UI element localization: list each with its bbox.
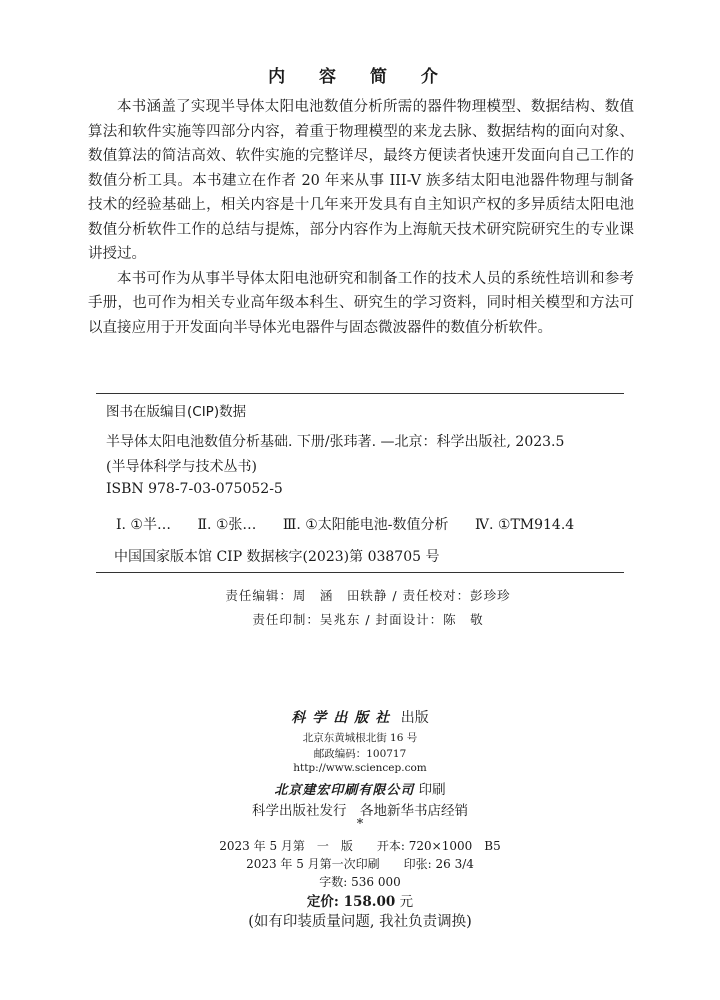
summary-paragraph-1: 本书涵盖了实现半导体太阳电池数值分析所需的器件物理模型、数据结构、数值算法和软件实施等四部分内容，着重于物理模型的来龙去脉、数据结构的面向对象、数值算法的简洁高效、软件实施的完整详尽，最终方便读者快速开发面向自己工作的数值分析工具。本书建立在作者 20 年来从事 III-V 族多结太阳电池器件物理与制备技术的经验基础上，相关内容是十几年来开发具有自主知识产权的多异质结太阳电池数值分析软件工作的总结与提炼，部分内容作为上海航天技术研究院研究生的专业课讲授过。 xyxy=(88,99,634,262)
price-unit: 元 xyxy=(395,894,414,910)
price-value: 158.00 xyxy=(343,894,396,910)
cip-heading: 图书在版编目(CIP)数据 xyxy=(106,404,247,420)
summary-paragraph-2: 本书可作为从事半导体太阳电池研究和制备工作的技术人员的系统性培训和参考手册，也可作为相关专业高年级本科生、研究生的学习资料，同时相关模型和方法可以直接应用于开发面向半导体光电器件与固态微波器件的数值分析软件。 xyxy=(88,270,634,336)
cip-class-1: Ⅰ. ①半… xyxy=(116,517,171,533)
price-line xyxy=(0,890,720,910)
publisher-url: http://www.sciencep.com xyxy=(293,762,427,774)
publisher-suffix: 出版 xyxy=(396,710,429,726)
printer-line xyxy=(0,778,720,798)
printer-name: 北京建宏印刷有限公司 xyxy=(274,783,415,798)
cip-classification xyxy=(116,514,596,534)
cip-class-3: Ⅲ. ①太阳能电池-数值分析 xyxy=(282,517,449,533)
publisher-logo: 科学出版社 xyxy=(291,710,397,726)
separator-star: * xyxy=(356,817,364,832)
publisher-address: 北京东黄城根北街 16 号 xyxy=(302,732,418,744)
edition-line: 2023 年 5 月第 一 版 开本: 720×1000 B5 xyxy=(219,839,501,853)
cip-title-line: 半导体太阳电池数值分析基础. 下册/张玮著. —北京：科学出版社, 2023.5 xyxy=(106,434,565,450)
cip-data-box xyxy=(96,393,624,573)
cip-class-4: Ⅳ. ①TM914.4 xyxy=(475,517,575,533)
price-label: 定价: xyxy=(306,894,344,910)
production-credits: 责任印制：吴兆东 / 封面设计：陈 敬 xyxy=(252,612,484,627)
cip-isbn: ISBN 978-7-03-075052-5 xyxy=(106,481,283,497)
summary-section xyxy=(88,95,634,340)
printing-line: 2023 年 5 月第一次印刷 印张: 26 3/4 xyxy=(246,857,474,871)
word-count: 字数: 536 000 xyxy=(319,875,401,889)
page-title: 内 容 简 介 xyxy=(268,67,452,87)
cip-class-2: Ⅱ. ①张… xyxy=(197,517,257,533)
cip-series-line: (半导体科学与技术丛书) xyxy=(106,459,257,475)
quality-note: (如有印装质量问题, 我社负责调换) xyxy=(248,914,472,930)
publisher-line xyxy=(0,707,720,727)
printer-suffix: 印刷 xyxy=(414,782,446,798)
postal-code: 邮政编码：100717 xyxy=(313,748,407,760)
cip-code: 中国国家版本馆 CIP 数据核字(2023)第 038705 号 xyxy=(114,549,440,565)
editor-credits: 责任编辑：周 涵 田轶静 / 责任校对：彭珍珍 xyxy=(225,588,511,603)
distribution-line: 科学出版社发行 各地新华书店经销 xyxy=(252,803,468,819)
